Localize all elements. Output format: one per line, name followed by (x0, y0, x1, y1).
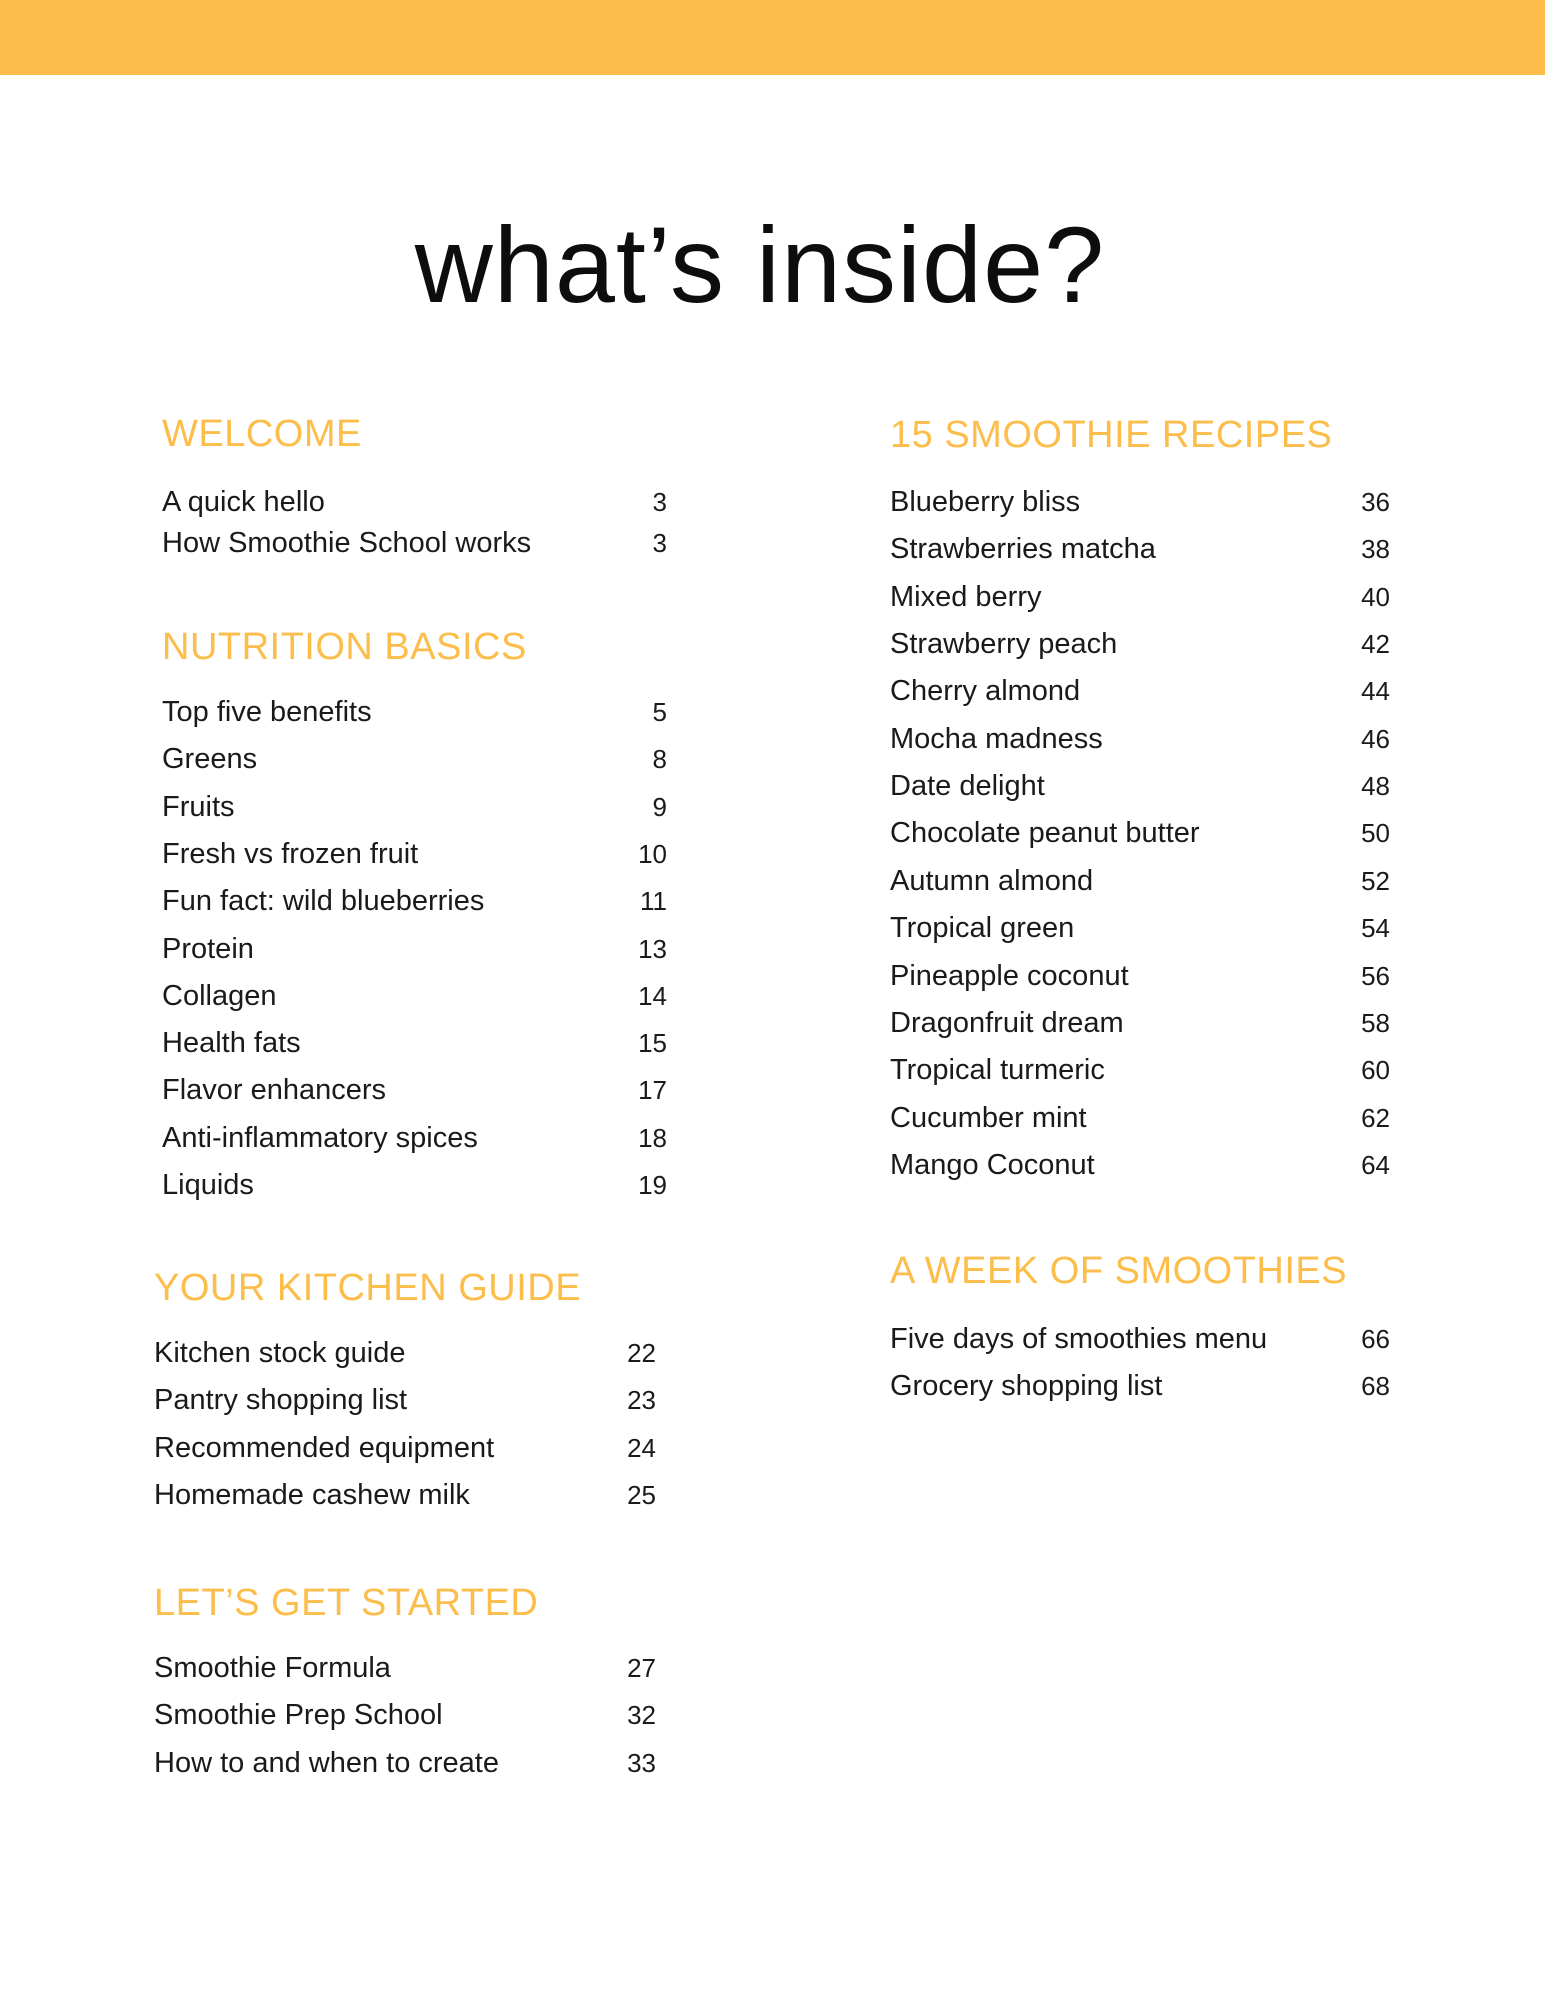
toc-entry-label: Blueberry bliss (890, 486, 1081, 518)
section-welcome (162, 412, 667, 572)
toc-entry-page-number: 5 (652, 697, 667, 727)
toc-entry-label: How Smoothie School works (162, 526, 532, 559)
toc-entry-page-number: 40 (1361, 581, 1390, 612)
section-heading: WELCOME (162, 413, 362, 455)
toc-entry-page-number: 56 (1361, 960, 1390, 991)
toc-entry-label: Liquids (162, 1169, 254, 1201)
toc-entry-page-number: 23 (627, 1385, 656, 1416)
toc-entry-page-number: 52 (1361, 865, 1390, 896)
toc-entry-label: Tropical turmeric (890, 1054, 1105, 1087)
toc-entry-page-number: 66 (1361, 1324, 1390, 1354)
toc-entry-label: Fun fact: wild blueberries (162, 885, 485, 918)
toc-entry-label: Strawberries matcha (890, 533, 1156, 566)
toc-entry-label: Dragonfruit dream (890, 1006, 1124, 1039)
toc-entry-page-number: 36 (1361, 487, 1390, 517)
toc-entry-label: Protein (162, 932, 254, 965)
section-heading: 15 SMOOTHIE RECIPES (890, 414, 1333, 456)
toc-entry-label: Chocolate peanut butter (890, 817, 1200, 850)
toc-entry-label: Smoothie Prep School (154, 1699, 443, 1732)
toc-entry-page-number: 8 (652, 744, 667, 775)
toc-entry-label: Grocery shopping list (890, 1370, 1163, 1403)
toc-entry-page-number: 27 (627, 1653, 656, 1683)
toc-entry-page-number: 9 (652, 791, 667, 822)
toc-entry-page-number: 38 (1361, 534, 1390, 565)
section-week-of-smoothies (890, 1249, 1390, 1409)
toc-entry-page-number: 60 (1361, 1055, 1390, 1086)
toc-entry-label: Fresh vs frozen fruit (162, 837, 419, 870)
section-smoothie-recipes (890, 413, 1390, 1193)
toc-entry-label: Mango Coconut (890, 1148, 1095, 1181)
toc-entry-label: Autumn almond (890, 864, 1094, 897)
toc-entry-label: Flavor enhancers (162, 1074, 387, 1107)
toc-entry-label: Mixed berry (890, 580, 1042, 613)
toc-entry-label: Five days of smoothies menu (890, 1323, 1268, 1355)
toc-entry-label: How to and when to create (154, 1746, 499, 1779)
toc-entry-page-number: 14 (638, 980, 667, 1011)
section-heading: YOUR KITCHEN GUIDE (154, 1267, 582, 1309)
toc-entry-page-number: 33 (627, 1747, 656, 1778)
toc-entry-page-number: 48 (1361, 771, 1390, 802)
top-accent-bar (0, 0, 1545, 75)
toc-entry-page-number: 54 (1361, 913, 1390, 944)
toc-entry-label: A quick hello (162, 486, 325, 518)
toc-entry-label: Strawberry peach (890, 628, 1118, 661)
toc-entry-page-number: 24 (627, 1432, 656, 1463)
toc-entry-page-number: 19 (638, 1170, 667, 1200)
toc-entry-page-number: 62 (1361, 1102, 1390, 1133)
toc-entry-label: Cucumber mint (890, 1101, 1087, 1134)
toc-entry-label: Tropical green (890, 912, 1075, 945)
toc-entry-page-number: 44 (1361, 676, 1390, 707)
page-title: what’s inside? (414, 204, 1106, 325)
toc-entry-page-number: 22 (627, 1338, 656, 1368)
toc-entry-label: Kitchen stock guide (154, 1337, 406, 1369)
toc-entry-label: Greens (162, 743, 258, 776)
toc-entry-page-number: 46 (1361, 723, 1390, 754)
toc-entry-label: Cherry almond (890, 675, 1081, 708)
toc-entry-label: Smoothie Formula (154, 1652, 391, 1684)
toc-entry-label: Anti-inflammatory spices (162, 1121, 478, 1154)
toc-entry-label: Health fats (162, 1027, 301, 1060)
toc-entry-page-number: 3 (652, 527, 667, 558)
toc-entry-label: Top five benefits (162, 696, 372, 728)
toc-entry-page-number: 25 (627, 1479, 656, 1510)
toc-entry-label: Pineapple coconut (890, 959, 1129, 992)
toc-entry-label: Mocha madness (890, 722, 1103, 755)
toc-entry-page-number: 17 (638, 1075, 667, 1106)
toc-entry-label: Pantry shopping list (154, 1384, 408, 1417)
toc-entry-page-number: 50 (1361, 818, 1390, 849)
section-heading: LET’S GET STARTED (154, 1582, 539, 1624)
section-heading: A WEEK OF SMOOTHIES (890, 1250, 1348, 1292)
toc-entry-page-number: 3 (652, 487, 667, 517)
toc-entry-page-number: 11 (640, 886, 667, 917)
toc-entry-label: Collagen (162, 979, 277, 1012)
toc-entry-page-number: 18 (638, 1122, 667, 1153)
section-nutrition-basics (162, 625, 667, 1215)
section-kitchen-guide (154, 1266, 659, 1526)
toc-entry-label: Date delight (890, 770, 1045, 803)
toc-entry-page-number: 68 (1361, 1371, 1390, 1402)
toc-entry-label: Homemade cashew milk (154, 1478, 470, 1511)
toc-entry-page-number: 10 (638, 838, 667, 869)
section-lets-get-started (154, 1581, 659, 1801)
toc-entry-page-number: 64 (1361, 1149, 1390, 1180)
toc-entry-page-number: 13 (638, 933, 667, 964)
toc-entry-label: Recommended equipment (154, 1431, 495, 1464)
toc-entry-page-number: 32 (627, 1700, 656, 1731)
toc-entry-page-number: 15 (638, 1028, 667, 1059)
toc-entry-page-number: 42 (1361, 629, 1390, 660)
toc-entry-page-number: 58 (1361, 1007, 1390, 1038)
section-heading: NUTRITION BASICS (162, 626, 527, 668)
toc-entry-label: Fruits (162, 790, 235, 823)
